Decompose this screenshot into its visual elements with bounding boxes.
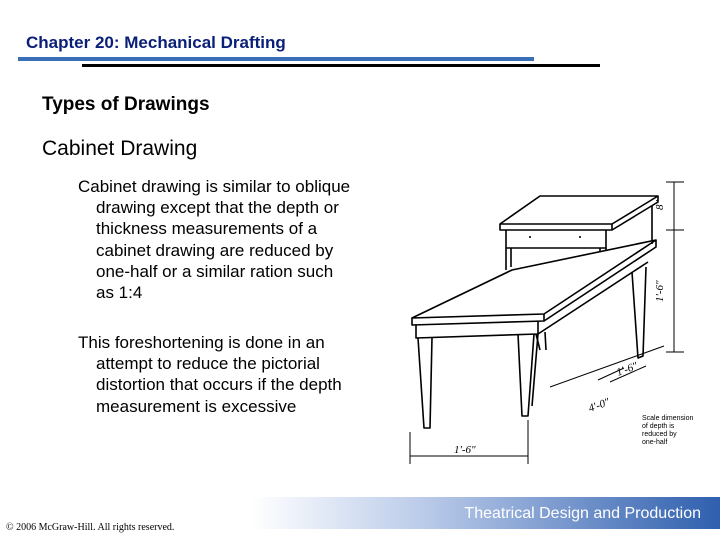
text-line: drawing except that the depth or [96,198,339,218]
subheading: Cabinet Drawing [42,137,198,160]
dimension-label-depth: 1'-6" [614,360,640,379]
text-line: This foreshortening is done in an [78,333,325,352]
dimension-label-length: 4'-0" [586,396,612,415]
chapter-title: Chapter 20: Mechanical Drafting [26,33,286,52]
footer-book-title: Theatrical Design and Production [464,505,701,522]
text-line: cabinet drawing are reduced by [96,240,334,260]
dimension-label-front: 1'-6" [454,444,476,456]
cabinet-drawing-figure [400,172,710,472]
header-rule-black [82,64,600,67]
text-line: thickness measurements of a [96,219,318,239]
scale-note-line: one-half [642,439,668,446]
dimension-label-side: 1'-6" [654,280,666,302]
text-line: attempt to reduce the pictorial [96,354,320,374]
text-line: one-half or a similar ration such [96,261,334,281]
paragraph-foreshortening [78,332,408,417]
scale-note-line: of depth is [642,423,675,430]
paragraph-cabinet-definition [78,176,408,303]
scale-note [642,415,695,446]
scale-note-line: Scale dimension [642,415,694,422]
text-line: measurement is excessive [96,396,297,416]
section-heading: Types of Drawings [42,94,210,115]
header-rule-blue [18,57,534,61]
dimension-label-top: 8" [654,199,666,210]
copyright-notice: © 2006 McGraw-Hill. All rights reserved. [6,522,175,533]
text-line: Cabinet drawing is similar to oblique [78,177,351,196]
text-line: distortion that occurs if the depth [96,375,342,395]
scale-note-line: reduced by [642,431,677,438]
text-line: as 1:4 [96,283,143,303]
